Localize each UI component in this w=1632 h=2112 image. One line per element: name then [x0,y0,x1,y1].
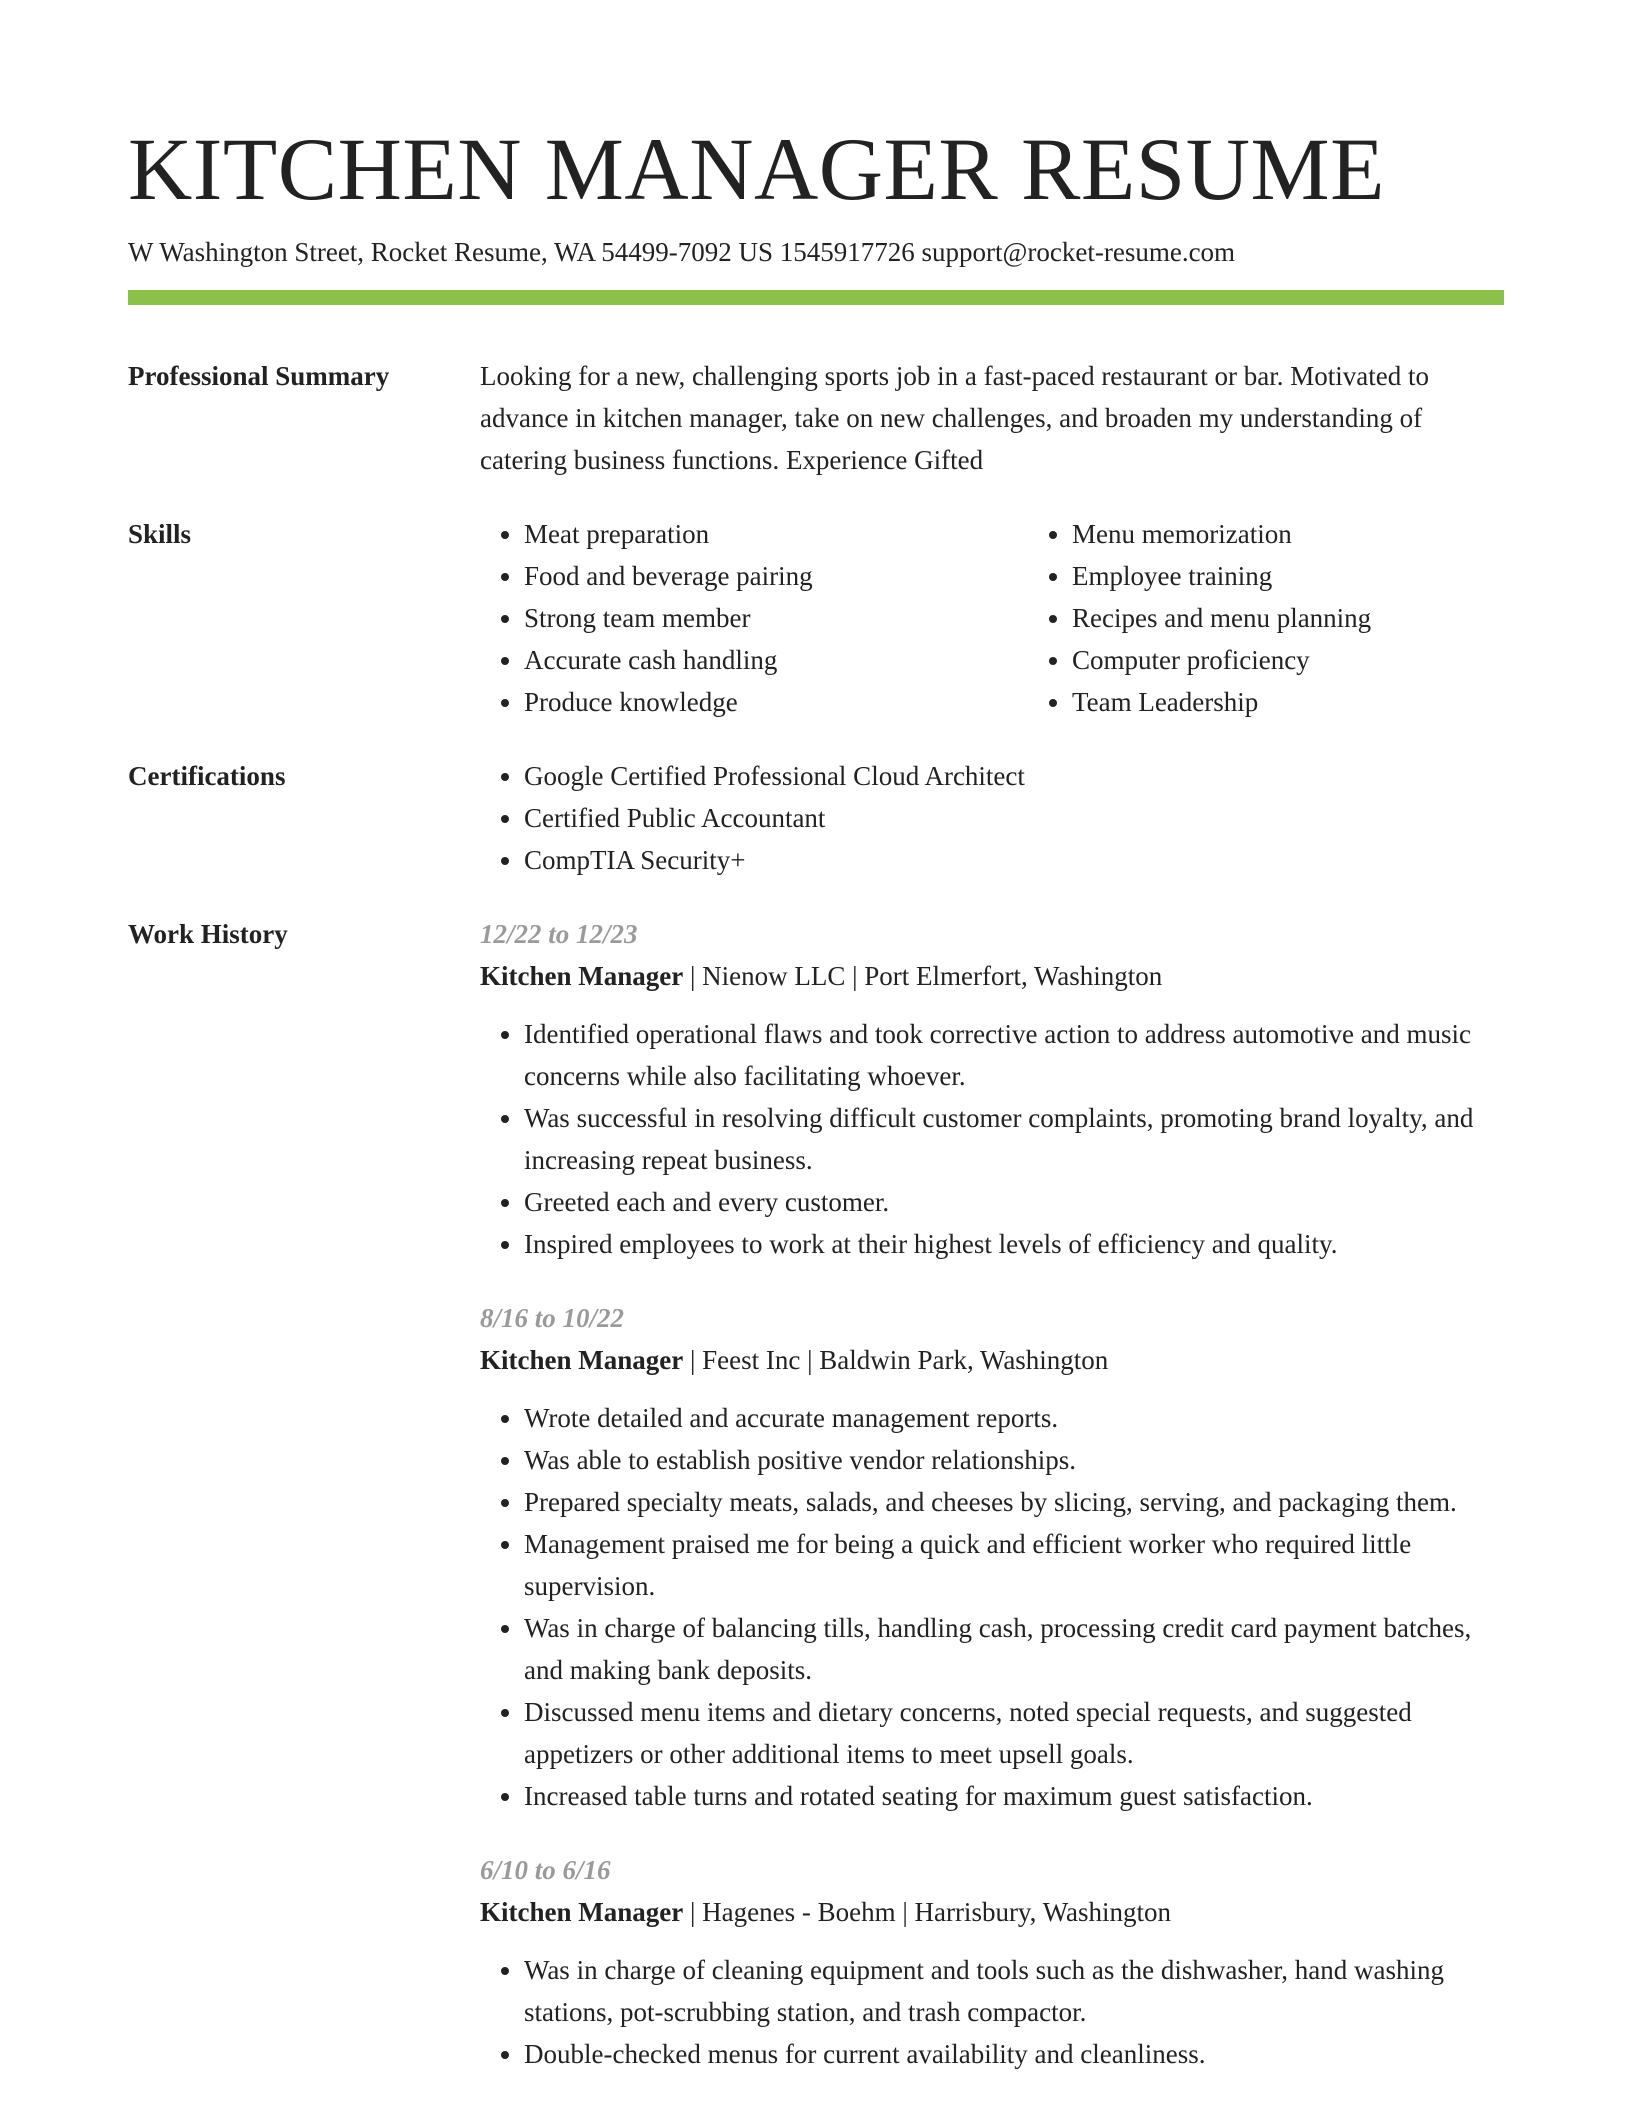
job-heading [480,955,1504,997]
job-bullets [480,1013,1504,1265]
job-heading [480,1891,1504,1933]
job-bullet: • Prepared specialty meats, salads, and cheeses by slicing, serving, and packaging them. [524,1481,1504,1523]
job-employer-location: | Feest Inc | Baldwin Park, Washington [683,1345,1109,1375]
job-dates: 12/22 to 12/23 [480,919,638,949]
work-history-heading: Work History [128,919,288,949]
resume-title: KITCHEN MANAGER RESUME [128,121,1385,219]
job-dates: 6/10 to 6/16 [480,1855,611,1885]
resume-page [128,0,1504,2075]
summary-section [128,355,1504,481]
job-entry [480,1849,1504,2075]
job-employer-location: | Hagenes - Boehm | Harrisbury, Washington [683,1897,1172,1927]
job-entry [480,1297,1504,1817]
job-bullets [480,1949,1504,2075]
skill-item: • Strong team member [524,597,1028,639]
job-bullet: • Was in charge of cleaning equipment and tools such as the dishwasher, hand washing stations, pot-scrubbing station, and trash compactor. [524,1949,1504,2033]
job-bullet: • Increased table turns and rotated seating for maximum guest satisfaction. [524,1775,1504,1817]
job-employer-location: | Nienow LLC | Port Elmerfort, Washington [683,961,1163,991]
summary-text: Looking for a new, challenging sports job in a fast-paced restaurant or bar. Motivated to advance in kitchen manager, take on new challenges, and broaden my understanding of catering business functions. Experience Gifted [480,361,1429,475]
skill-item: • Menu memorization [1072,513,1576,555]
skill-item: • Computer proficiency [1072,639,1576,681]
skill-item: • Produce knowledge [524,681,1028,723]
job-bullet: • Was successful in resolving difficult customer complaints, promoting brand loyalty, and increasing repeat business. [524,1097,1504,1181]
skill-item: • Employee training [1072,555,1576,597]
job-title: Kitchen Manager [480,1345,684,1375]
job-title: Kitchen Manager [480,1897,684,1927]
job-bullet: • Discussed menu items and dietary concerns, noted special requests, and suggested appetizers or other additional items to meet upsell goals. [524,1691,1504,1775]
job-bullet: • Greeted each and every customer. [524,1181,1504,1223]
header-divider [128,290,1504,305]
skills-section [128,513,1504,723]
job-heading [480,1339,1504,1381]
job-bullet: • Double-checked menus for current availability and cleanliness. [524,2033,1504,2075]
certifications-list [480,755,1504,881]
certification-item: • Certified Public Accountant [524,797,1504,839]
skills-heading: Skills [128,519,192,549]
job-bullets [480,1397,1504,1817]
skill-item: • Meat preparation [524,513,1028,555]
skills-column-left [480,513,1028,723]
certifications-section [128,755,1504,881]
skills-column-right [1028,513,1576,723]
job-bullet: • Identified operational flaws and took corrective action to address automotive and music concerns while also facilitating whoever. [524,1013,1504,1097]
job-dates: 8/16 to 10/22 [480,1303,625,1333]
work-history-section [128,913,1504,2075]
job-bullet: • Was in charge of balancing tills, handling cash, processing credit card payment batches, and making bank deposits. [524,1607,1504,1691]
job-entry [480,913,1504,1265]
contact-line: W Washington Street, Rocket Resume, WA 54499-7092 US 1545917726 support@rocket-resume.com [128,237,1236,267]
certification-item: • CompTIA Security+ [524,839,1504,881]
skills-list [480,513,1576,723]
job-bullet: • Wrote detailed and accurate management reports. [524,1397,1504,1439]
job-bullet: • Was able to establish positive vendor relationships. [524,1439,1504,1481]
work-history-list [480,913,1504,2075]
job-bullet: • Management praised me for being a quick and efficient worker who required little supervision. [524,1523,1504,1607]
job-title: Kitchen Manager [480,961,684,991]
certification-item: • Google Certified Professional Cloud Architect [524,755,1504,797]
skill-item: • Food and beverage pairing [524,555,1028,597]
skill-item: • Accurate cash handling [524,639,1028,681]
certifications-heading: Certifications [128,761,286,791]
skill-item: • Team Leadership [1072,681,1576,723]
job-bullet: • Inspired employees to work at their highest levels of efficiency and quality. [524,1223,1504,1265]
skill-item: • Recipes and menu planning [1072,597,1576,639]
summary-heading: Professional Summary [128,361,390,391]
